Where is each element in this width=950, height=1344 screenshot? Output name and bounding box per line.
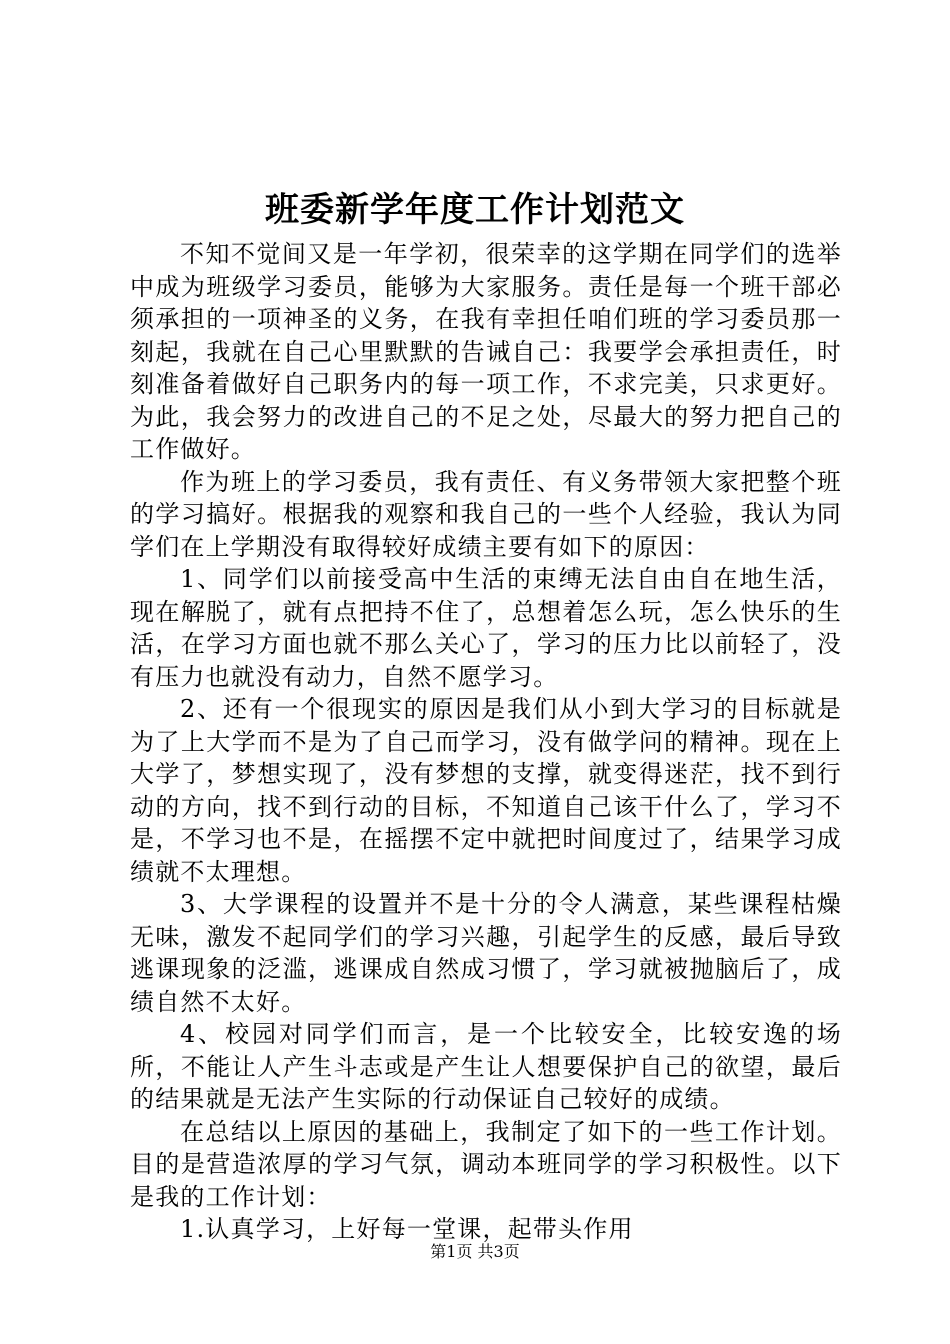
paragraph-intro: 不知不觉间又是一年学初，很荣幸的这学期在同学们的选举中成为班级学习委员，能够为大家服务。责任是每一个班干部必须承担的一项神圣的义务，在我有幸担任咱们班的学习委员那一刻起，我就在自己心里默默的告诫自己：我要学会承担责任，时刻准备着做好自己职务内的每一项工作，不求完美，只求更好。为此，我会努力的改进自己的不足之处，尽最大的努力把自己的工作做好。 xyxy=(130,240,842,463)
document-body xyxy=(130,238,842,1246)
paragraph-plan-intro: 在总结以上原因的基础上，我制定了如下的一些工作计划。目的是营造浓厚的学习气氛，调动本班同学的学习积极性。以下是我的工作计划： xyxy=(130,1117,842,1211)
paragraph-responsibility: 作为班上的学习委员，我有责任、有义务带领大家把整个班的学习搞好。根据我的观察和我自己的一些个人经验，我认为同学们在上学期没有取得较好成绩主要有如下的原因： xyxy=(130,467,842,561)
paragraph-reason-2: 2、还有一个很现实的原因是我们从小到大学习的目标就是为了上大学而不是为了自己而学习，没有做学问的精神。现在上大学了，梦想实现了，没有梦想的支撑，就变得迷茫，找不到行动的方向，找不到行动的目标，不知道自己该干什么了，学习不是，不学习也不是，在摇摆不定中就把时间度过了，结果学习成绩就不太理想。 xyxy=(130,695,842,886)
page-footer: 第1页 共3页 xyxy=(430,1242,520,1261)
paragraph-plan-item-1: 1.认真学习，上好每一堂课，起带头作用 xyxy=(180,1215,634,1243)
paragraph-reason-3: 3、大学课程的设置并不是十分的令人满意，某些课程枯燥无味，激发不起同学们的学习兴趣，引起学生的反感，最后导致逃课现象的泛滥，逃课成自然成习惯了，学习就被抛脑后了，成绩自然不太好。 xyxy=(130,890,842,1016)
paragraph-reason-4: 4、校园对同学们而言，是一个比较安全，比较安逸的场所，不能让人产生斗志或是产生让人想要保护自己的欲望，最后的结果就是无法产生实际的行动保证自己较好的成绩。 xyxy=(130,1020,842,1113)
document-title: 班委新学年度工作计划范文 xyxy=(265,190,685,230)
paragraph-reason-1: 1、同学们以前接受高中生活的束缚无法自由自在地生活，现在解脱了，就有点把持不住了，总想着怎么玩，怎么快乐的生活，在学习方面也就不那么关心了，学习的压力比以前轻了，没有压力也就没有动力，自然不愿学习。 xyxy=(130,565,842,691)
